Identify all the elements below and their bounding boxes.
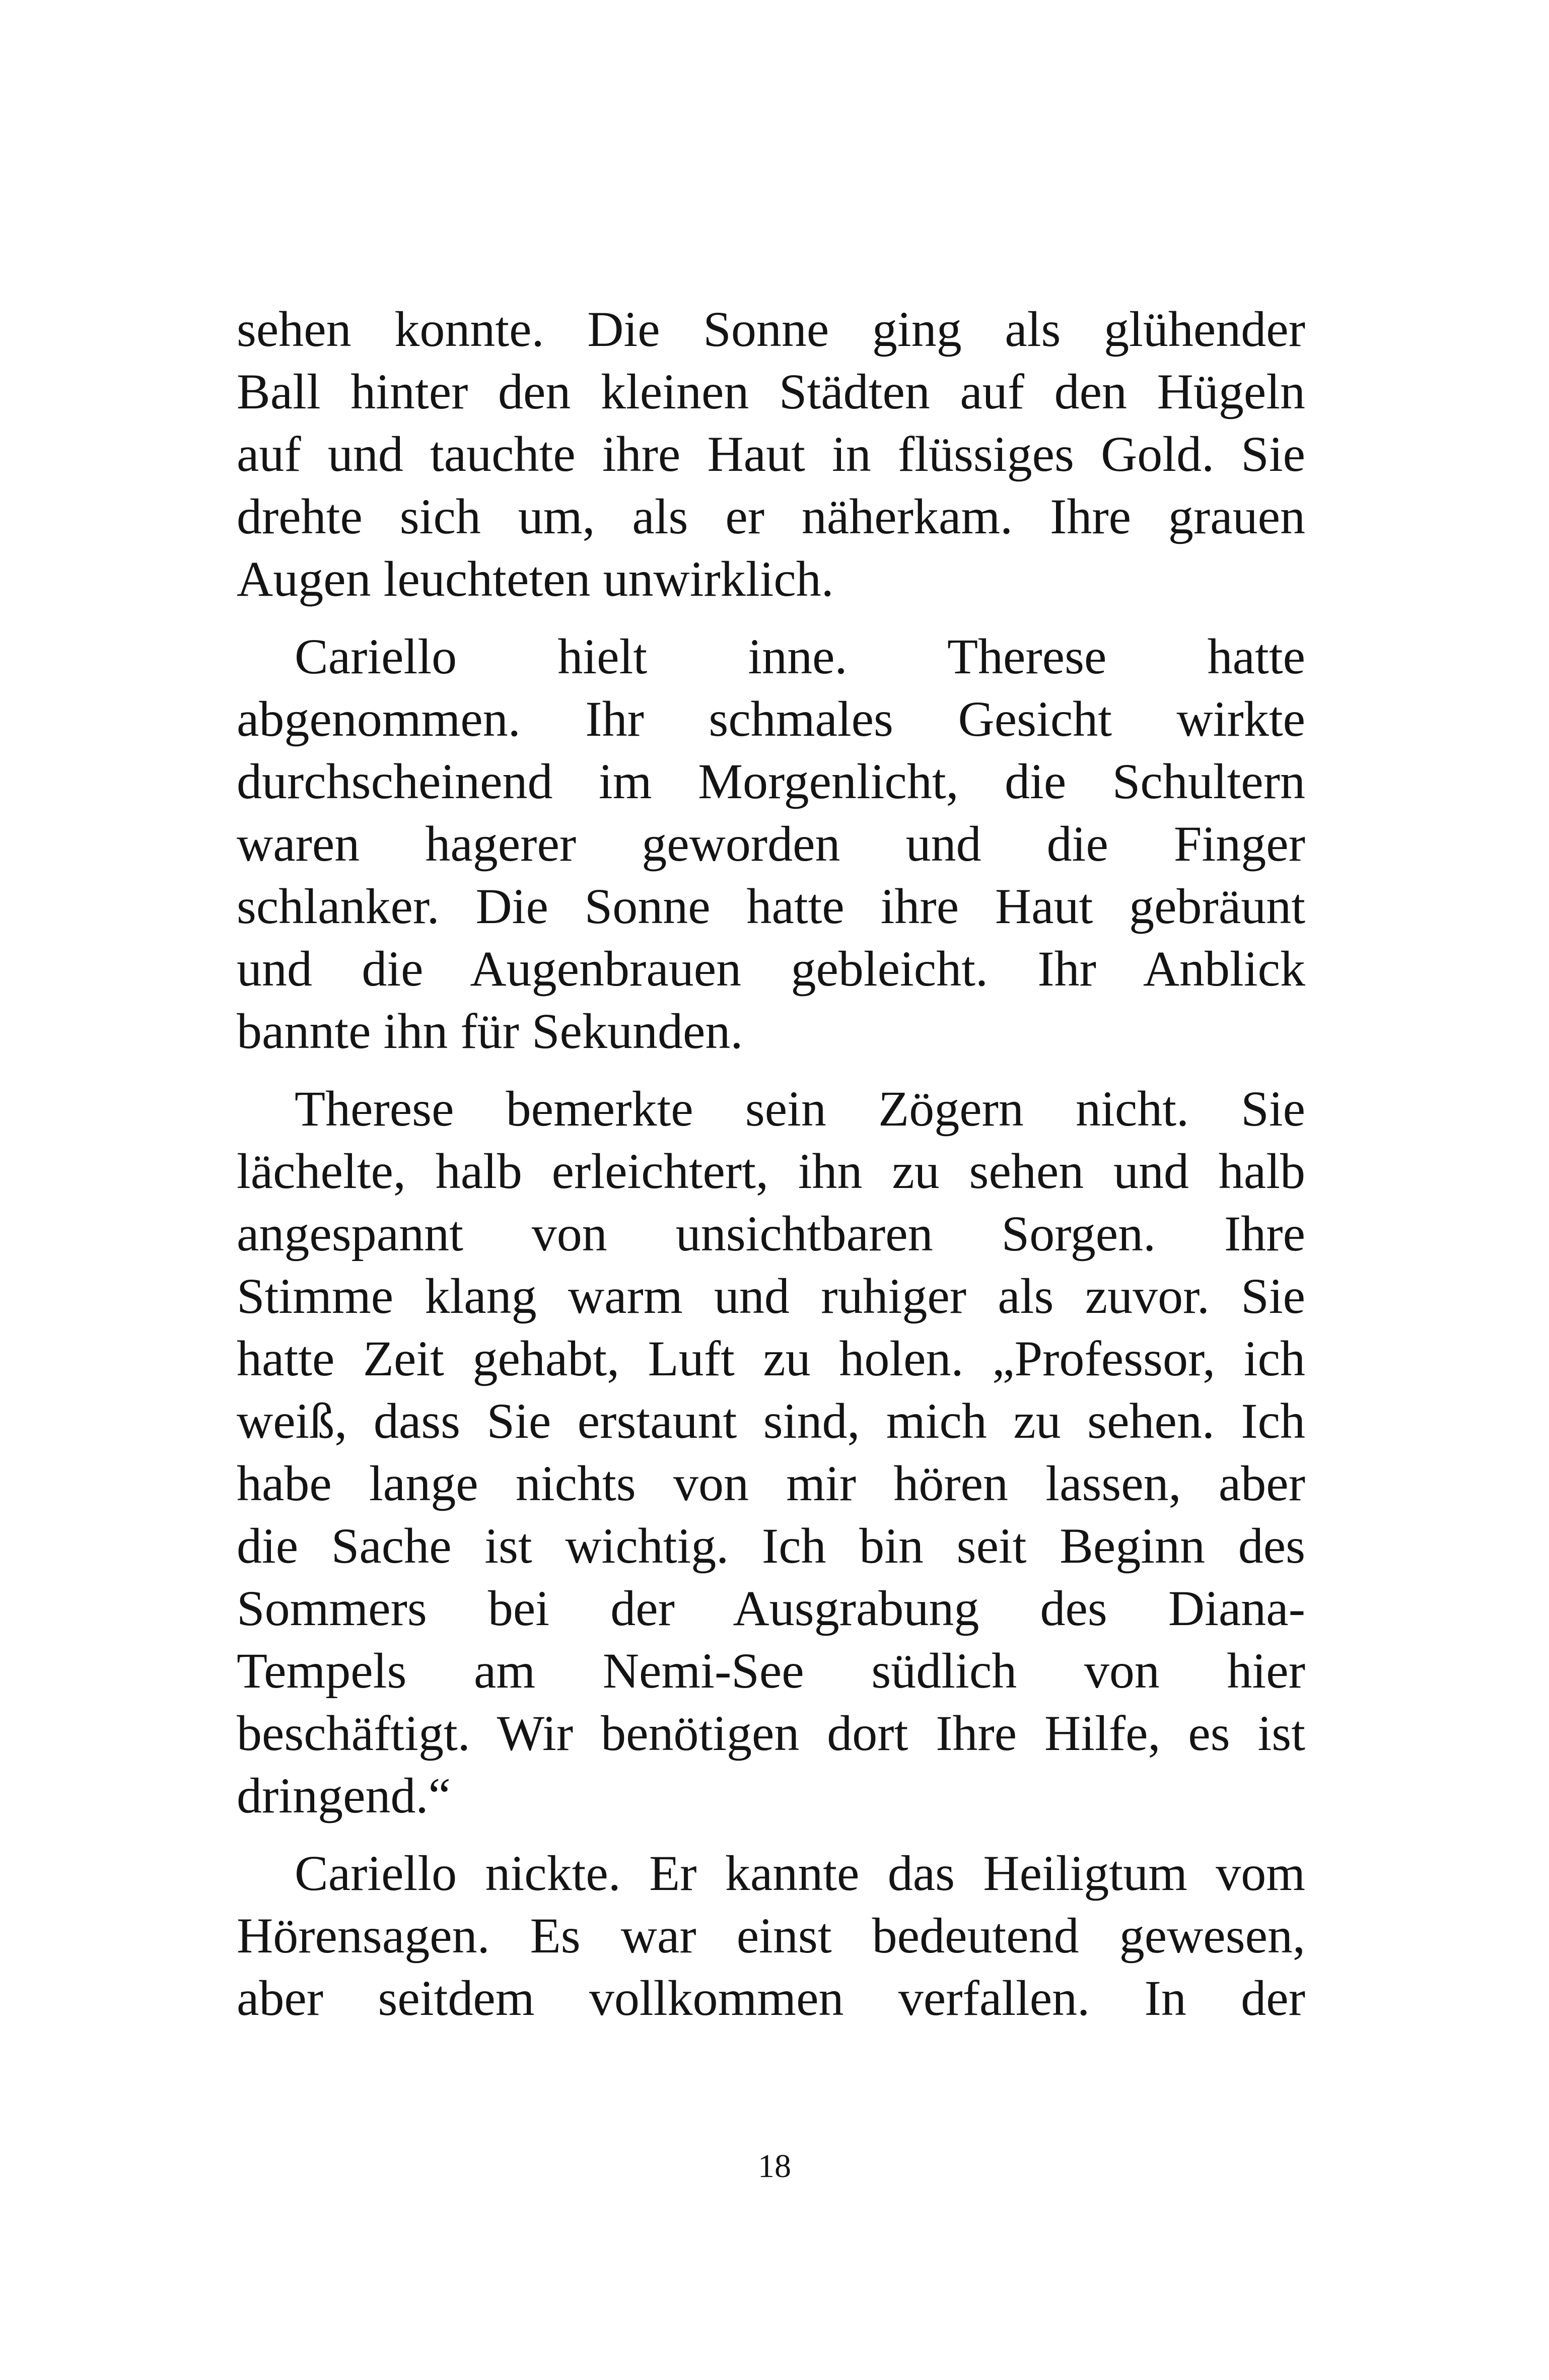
text-line: Ball hinter den kleinen Städten auf den Hügeln xyxy=(237,364,1305,419)
text-line: dringend.“ xyxy=(237,1768,451,1824)
text-line: Tempels am Nemi-See südlich von hier xyxy=(237,1643,1305,1699)
text-line: Therese bemerkte sein Zögern nicht. Sie xyxy=(295,1081,1305,1137)
paragraph xyxy=(237,298,1305,610)
text-line: die Sache ist wichtig. Ich bin seit Beginn des xyxy=(237,1518,1305,1574)
text-line: beschäftigt. Wir benötigen dort Ihre Hilfe, es ist xyxy=(237,1705,1305,1761)
body-text xyxy=(237,298,1305,2029)
text-line: drehte sich um, als er näherkam. Ihre grauen xyxy=(237,488,1305,544)
paragraph xyxy=(237,1842,1305,2029)
text-line: durchscheinend im Morgenlicht, die Schultern xyxy=(237,753,1305,809)
text-line: angespannt von unsichtbaren Sorgen. Ihre xyxy=(237,1206,1305,1262)
paragraph xyxy=(237,625,1305,1063)
text-line: abgenommen. Ihr schmales Gesicht wirkte xyxy=(237,691,1305,747)
paragraph-gap xyxy=(237,610,1305,625)
text-line: bannte ihn für Sekunden. xyxy=(237,1003,743,1059)
text-line: Stimme klang warm und ruhiger als zuvor. Sie xyxy=(237,1268,1305,1324)
paragraph-gap xyxy=(237,1827,1305,1842)
text-line: lächelte, halb erleichtert, ihn zu sehen und halb xyxy=(237,1143,1305,1199)
text-line: aber seitdem vollkommen verfallen. In der xyxy=(237,1970,1305,2026)
text-line: Cariello hielt inne. Therese hatte xyxy=(295,628,1305,684)
text-line: waren hagerer geworden und die Finger xyxy=(237,816,1305,872)
text-line: weiß, dass Sie erstaunt sind, mich zu sehen. Ich xyxy=(237,1393,1305,1449)
text-line: Augen leuchteten unwirklich. xyxy=(237,551,834,607)
paragraph-gap xyxy=(237,1063,1305,1078)
text-line: Cariello nickte. Er kannte das Heiligtum vom xyxy=(295,1845,1305,1901)
page-number: 18 xyxy=(758,2148,791,2185)
text-line: habe lange nichts von mir hören lassen, aber xyxy=(237,1455,1305,1511)
text-line: und die Augenbrauen gebleicht. Ihr Anblick xyxy=(237,941,1305,997)
text-line: Hörensagen. Es war einst bedeutend gewesen, xyxy=(237,1908,1305,1964)
text-line: schlanker. Die Sonne hatte ihre Haut gebräunt xyxy=(237,878,1305,934)
paragraph xyxy=(237,1078,1305,1827)
text-line: sehen konnte. Die Sonne ging als glühender xyxy=(237,301,1305,357)
text-line: Sommers bei der Ausgrabung des Diana- xyxy=(237,1580,1305,1636)
text-line: hatte Zeit gehabt, Luft zu holen. „Professor, ich xyxy=(237,1331,1305,1386)
text-line: auf und tauchte ihre Haut in flüssiges Gold. Sie xyxy=(237,426,1305,482)
